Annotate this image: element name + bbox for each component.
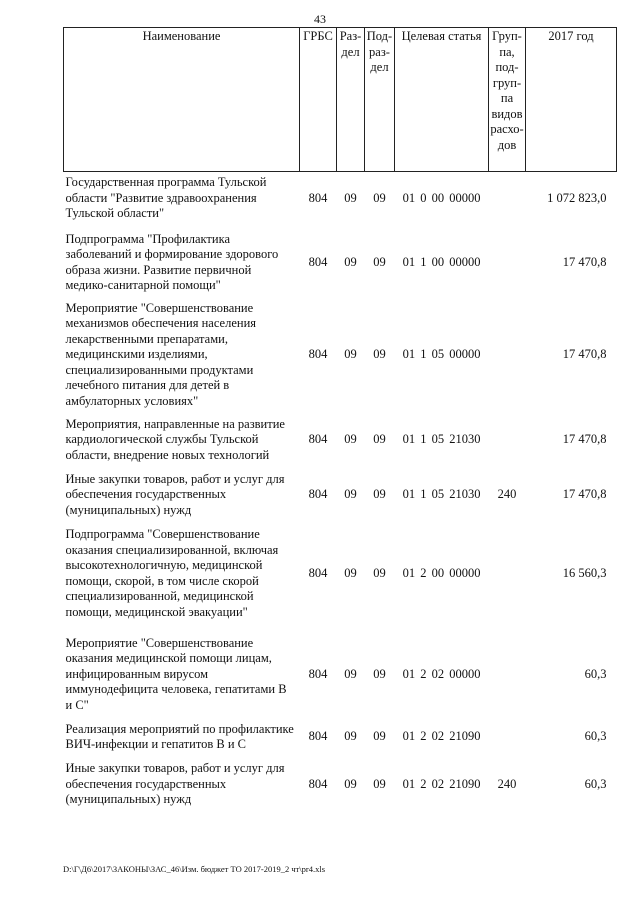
- row-target: 01 1 05 21030: [402, 487, 481, 502]
- row-amount: 17 470,8: [562, 254, 607, 269]
- table-row: [64, 417, 617, 464]
- table-row: [64, 761, 617, 809]
- row-razdel: 09: [344, 776, 357, 791]
- row-target: 01 2 02 21090: [402, 776, 481, 791]
- table-row: [64, 714, 617, 761]
- header-vid: Груп- па, под- груп- па видов расхо- дов: [489, 28, 526, 172]
- row-name: Реализация мероприятий по профилактике ВИЧ-инфекции и гепатитов В и С: [65, 721, 294, 751]
- row-amount: 60,3: [584, 729, 607, 744]
- row-grbs: 804: [308, 565, 328, 580]
- row-vid: [489, 714, 526, 761]
- row-podrazdel: 09: [373, 487, 386, 502]
- row-amount: 17 470,8: [562, 347, 607, 362]
- row-name: Иные закупки товаров, работ и услуг для обеспечения государственных (муниципальных) нужд: [65, 761, 285, 807]
- row-target: 01 1 05 21030: [402, 432, 481, 447]
- row-name: Подпрограмма "Совершенствование оказания специализированной, включая высокотехнологичную, медицинской помощи, скорой, в том числе скорой специализированной, медицинской помощи, медицинской эвакуации": [65, 527, 279, 619]
- row-vid: 240: [497, 776, 517, 791]
- table-row: [64, 636, 617, 714]
- row-razdel: 09: [344, 487, 357, 502]
- row-podrazdel: 09: [373, 729, 386, 744]
- row-razdel: 09: [344, 666, 357, 681]
- row-vid: [489, 301, 526, 410]
- header-grbs: ГРБС: [300, 28, 337, 172]
- row-target: 01 2 00 00000: [402, 565, 481, 580]
- table-row: [64, 472, 617, 519]
- row-podrazdel: 09: [373, 666, 386, 681]
- row-grbs: 804: [308, 487, 328, 502]
- row-razdel: 09: [344, 347, 357, 362]
- row-grbs: 804: [308, 432, 328, 447]
- row-podrazdel: 09: [373, 190, 386, 205]
- row-razdel: 09: [344, 432, 357, 447]
- row-podrazdel: 09: [373, 432, 386, 447]
- table-row: [64, 527, 617, 621]
- row-vid: [489, 527, 526, 621]
- row-name: Подпрограмма "Профилактика заболеваний и формирование здорового образа жизни. Развитие первичной медико-санитарной помощи": [65, 231, 279, 292]
- row-target: 01 2 02 00000: [402, 666, 481, 681]
- page-number: 43: [314, 12, 326, 26]
- row-razdel: 09: [344, 729, 357, 744]
- row-grbs: 804: [308, 776, 328, 791]
- row-amount: 60,3: [584, 666, 607, 681]
- header-year: 2017 год: [526, 28, 617, 172]
- row-vid: [489, 636, 526, 714]
- row-target: 01 1 05 00000: [402, 347, 481, 362]
- row-vid: [489, 172, 526, 225]
- row-name: Мероприятие "Совершенствование механизмов обеспечения населения лекарственными препаратами, медицинскими изделиями, специализированными продуктами лечебного питания для детей в амбулаторных условиях": [65, 300, 257, 408]
- table-row: [64, 301, 617, 410]
- row-razdel: 09: [344, 254, 357, 269]
- header-razdel: Раз- дел: [337, 28, 365, 172]
- row-target: 01 2 02 21090: [402, 729, 481, 744]
- row-razdel: 09: [344, 565, 357, 580]
- row-podrazdel: 09: [373, 347, 386, 362]
- row-vid: [489, 417, 526, 464]
- header-name: Наименование: [64, 28, 300, 172]
- table-row: [64, 232, 617, 294]
- row-name: Государственная программа Тульской области "Развитие здравоохранения Тульской области": [65, 175, 267, 220]
- row-amount: 60,3: [584, 776, 607, 791]
- row-target: 01 1 00 00000: [402, 254, 481, 269]
- row-grbs: 804: [308, 729, 328, 744]
- footer-file-path: D:\Г\Д6\2017\ЗАКОНЫ\ЗАС_46\Изм. бюджет ТО 2017-2019_2 чт\pr4.xls: [63, 864, 326, 874]
- row-grbs: 804: [308, 254, 328, 269]
- row-podrazdel: 09: [373, 776, 386, 791]
- row-vid: 240: [497, 487, 517, 502]
- row-podrazdel: 09: [373, 565, 386, 580]
- row-name: Мероприятие "Совершенствование оказания медицинской помощи лицам, инфицированным вирусом иммунодефицита человека, гепатитами В и С": [65, 635, 287, 712]
- row-razdel: 09: [344, 190, 357, 205]
- header-target: Целевая статья: [395, 28, 489, 172]
- row-amount: 17 470,8: [562, 487, 607, 502]
- row-vid: [489, 232, 526, 294]
- row-grbs: 804: [308, 190, 328, 205]
- header-podrazdel: Под- раз- дел: [365, 28, 395, 172]
- budget-table: [63, 27, 617, 809]
- table-row: [64, 172, 617, 225]
- row-podrazdel: 09: [373, 254, 386, 269]
- row-amount: 1 072 823,0: [547, 190, 607, 205]
- row-grbs: 804: [308, 347, 328, 362]
- row-amount: 16 560,3: [562, 565, 607, 580]
- row-name: Иные закупки товаров, работ и услуг для обеспечения государственных (муниципальных) нужд: [65, 471, 285, 517]
- row-amount: 17 470,8: [562, 432, 607, 447]
- row-target: 01 0 00 00000: [402, 190, 481, 205]
- row-name: Мероприятия, направленные на развитие кардиологической службы Тульской области, внедрение новых технологий: [65, 416, 285, 462]
- row-grbs: 804: [308, 666, 328, 681]
- table-header-row: [64, 28, 617, 172]
